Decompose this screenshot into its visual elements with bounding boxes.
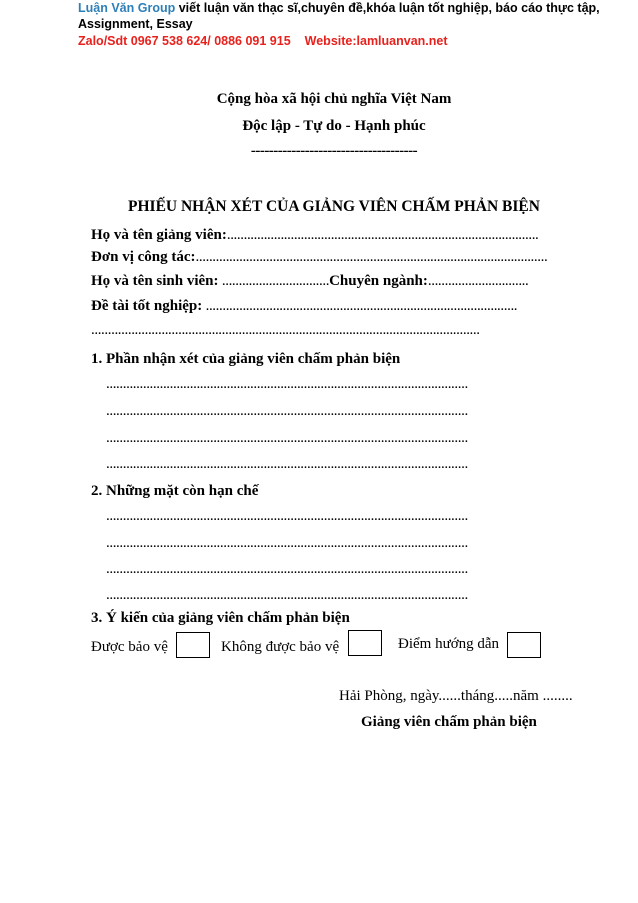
signature-role: Giảng viên chấm phản biện bbox=[361, 714, 537, 730]
national-line-2: Độc lập - Tự do - Hạnh phúc bbox=[242, 118, 426, 134]
section-1-title: 1. Phần nhận xét của giảng viên chấm phản biện bbox=[91, 351, 401, 367]
topic-value[interactable]: ............................................................................................. bbox=[202, 298, 518, 314]
student-label: Họ và tên sinh viên: bbox=[91, 273, 219, 289]
section-3-title: 3. Ý kiến của giảng viên chấm phản biện bbox=[91, 610, 350, 626]
section-1-line[interactable]: ............................................................................................................ bbox=[106, 376, 468, 392]
option-not-defend-checkbox[interactable] bbox=[348, 630, 382, 656]
section-2-line[interactable]: ............................................................................................................ bbox=[106, 535, 468, 551]
option-defend-checkbox[interactable] bbox=[176, 632, 210, 658]
option-score-label: Điểm hướng dẫn bbox=[398, 636, 500, 652]
topic-field bbox=[91, 297, 517, 315]
tagline-1: viết luận văn thạc sĩ,chuyên đề,khóa luận tốt nghiệp, báo cáo thực tập, bbox=[175, 1, 600, 15]
unit-label: Đơn vị công tác: bbox=[91, 249, 196, 265]
major-label: Chuyên ngành: bbox=[329, 273, 428, 289]
unit-field bbox=[91, 248, 547, 266]
brand-name: Luận Văn Group bbox=[78, 1, 176, 15]
website-link[interactable]: Website:lamluanvan.net bbox=[304, 34, 448, 48]
lecturer-field bbox=[91, 226, 538, 244]
contact-phone: Zalo/Sdt 0967 538 624/ 0886 091 915 bbox=[78, 34, 291, 48]
form-title: PHIẾU NHẬN XÉT CỦA GIẢNG VIÊN CHẤM PHẢN BIỆN bbox=[128, 198, 540, 215]
option-not-defend-label: Không được bảo vệ bbox=[221, 639, 340, 655]
option-defend-label: Được bảo vệ bbox=[91, 639, 168, 655]
student-value[interactable]: ................................ bbox=[218, 273, 330, 289]
option-score-box[interactable] bbox=[507, 632, 541, 658]
section-2-line[interactable]: ............................................................................................................ bbox=[106, 587, 468, 603]
header-contact-line bbox=[78, 33, 448, 50]
topic-value-line-2[interactable]: .................................................................................................................... bbox=[91, 322, 480, 338]
section-1-line[interactable]: ............................................................................................................ bbox=[106, 456, 468, 472]
section-2-title: 2. Những mặt còn hạn chế bbox=[91, 483, 259, 499]
place-date: Hải Phòng, ngày......tháng.....năm ........ bbox=[339, 688, 573, 704]
section-1-line[interactable]: ............................................................................................................ bbox=[106, 430, 468, 446]
national-line-1: Cộng hòa xã hội chủ nghĩa Việt Nam bbox=[216, 91, 452, 107]
national-separator: ------------------------------------- bbox=[250, 143, 418, 159]
unit-value[interactable]: ......................................................................................................... bbox=[195, 249, 548, 265]
lecturer-value[interactable]: ............................................................................................. bbox=[226, 227, 539, 243]
section-1-line[interactable]: ............................................................................................................ bbox=[106, 403, 468, 419]
tagline-2: Assignment, Essay bbox=[78, 17, 193, 31]
major-value[interactable]: .............................. bbox=[427, 273, 529, 289]
section-2-line[interactable]: ............................................................................................................ bbox=[106, 508, 468, 524]
header-line-1 bbox=[78, 0, 600, 17]
section-2-line[interactable]: ............................................................................................................ bbox=[106, 561, 468, 577]
lecturer-label: Họ và tên giảng viên: bbox=[91, 227, 227, 243]
topic-label: Đề tài tốt nghiệp: bbox=[91, 298, 203, 314]
student-field bbox=[91, 272, 528, 290]
